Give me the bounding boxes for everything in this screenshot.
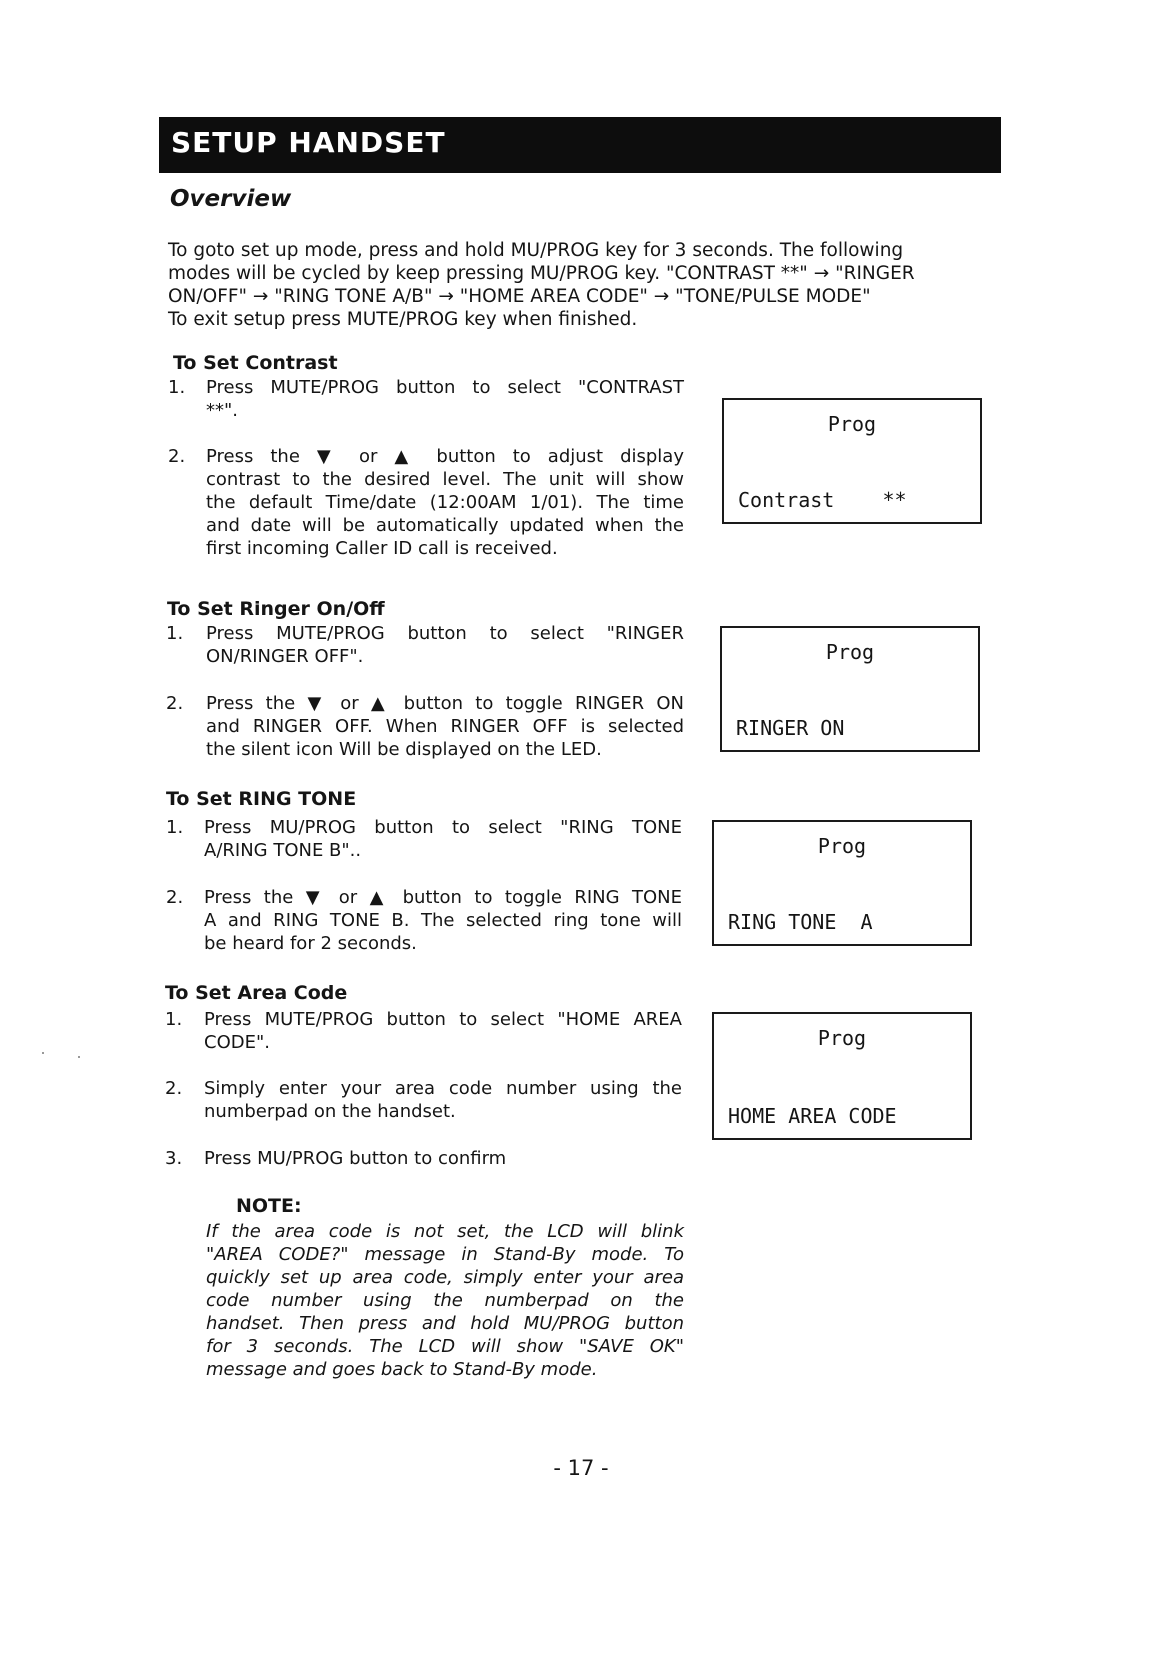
step-line: Press the ▼ or ▲ button to toggle RINGER ON: [206, 693, 684, 714]
lcd-top-line: Prog: [817, 1026, 867, 1050]
step-number: 2.: [166, 693, 184, 714]
step-text: [204, 1077, 682, 1123]
step-number: 2.: [168, 446, 186, 467]
lcd-bottom-line: RING TONE A: [728, 910, 873, 934]
step-number: 1.: [165, 1009, 183, 1030]
step-line: Simply enter your area code number using the: [204, 1078, 682, 1099]
page-number: - 17 -: [553, 1456, 609, 1480]
step-line: Press MUTE/PROG button to select "CONTRAST: [206, 377, 684, 398]
step-text: [206, 445, 684, 560]
overview-line: To exit setup press MUTE/PROG key when finished.: [168, 309, 638, 330]
scan-speck: [78, 1056, 80, 1058]
step-line: be heard for 2 seconds.: [204, 933, 417, 954]
step-line: contrast to the desired level. The unit will show: [206, 469, 684, 490]
note-line: If the area code is not set, the LCD will blink: [206, 1221, 684, 1242]
lcd-display-area-code: [712, 1012, 972, 1140]
step-line: and date will be automatically updated when the: [206, 515, 684, 536]
step-number: 1.: [166, 817, 184, 838]
step-text: [204, 886, 682, 955]
step-line: Press MUTE/PROG button to select "RINGER: [206, 623, 684, 644]
lcd-top-line: Prog: [817, 834, 867, 858]
step-text: [206, 376, 684, 422]
section-heading: To Set Ringer On/Off: [167, 598, 385, 620]
step-number: 1.: [168, 377, 186, 398]
step-line: Press MU/PROG button to select "RING TONE: [204, 817, 682, 838]
note-line: message and goes back to Stand-By mode.: [206, 1359, 598, 1380]
lcd-bottom-line: RINGER ON: [736, 716, 845, 740]
step-number: 1.: [166, 623, 184, 644]
lcd-display-contrast: [722, 398, 982, 524]
lcd-top-line: Prog: [825, 640, 875, 664]
overview-heading: Overview: [170, 186, 292, 212]
step-text: [204, 1008, 682, 1054]
step-line: the default Time/date (12:00AM 1/01). The time: [206, 492, 684, 513]
step-line: ON/RINGER OFF".: [206, 646, 364, 667]
overview-line: To goto set up mode, press and hold MU/PROG key for 3 seconds. The following: [168, 240, 904, 261]
step-text: [204, 1147, 682, 1170]
step-line: the silent icon Will be displayed on the LED.: [206, 739, 602, 760]
step-line: A/RING TONE B"..: [204, 840, 362, 861]
lcd-top-line: Prog: [827, 412, 877, 436]
step-number: 3.: [165, 1148, 183, 1169]
lcd-bottom-line: Contrast **: [738, 488, 907, 512]
step-line: first incoming Caller ID call is received.: [206, 538, 558, 559]
step-number: 2.: [165, 1078, 183, 1099]
note-line: "AREA CODE?" message in Stand-By mode. To: [206, 1244, 684, 1265]
lcd-display-ring-tone: [712, 820, 972, 946]
note-body: [206, 1220, 684, 1381]
lcd-display-ringer: [720, 626, 980, 752]
note-label: NOTE:: [236, 1195, 302, 1217]
step-line: A and RING TONE B. The selected ring tone will: [204, 910, 682, 931]
section-heading: To Set Contrast: [173, 352, 338, 374]
step-text: [206, 622, 684, 668]
note-line: code number using the numberpad on the: [206, 1290, 684, 1311]
step-number: 2.: [166, 887, 184, 908]
step-line: Press MUTE/PROG button to select "HOME AREA: [204, 1009, 682, 1030]
step-line: **".: [206, 400, 239, 421]
step-line: Press the ▼ or ▲ button to toggle RING TONE: [204, 887, 682, 908]
section-heading: To Set Area Code: [165, 982, 348, 1004]
step-line: Press MU/PROG button to confirm: [204, 1148, 507, 1169]
scan-speck: [42, 1052, 44, 1054]
step-line: numberpad on the handset.: [204, 1101, 456, 1122]
step-line: and RINGER OFF. When RINGER OFF is selected: [206, 716, 684, 737]
page-title: SETUP HANDSET: [171, 126, 446, 159]
step-text: [206, 692, 684, 761]
lcd-bottom-line: HOME AREA CODE: [728, 1104, 897, 1128]
step-line: Press the ▼ or ▲ button to adjust display: [206, 446, 684, 467]
overview-line: ON/OFF" → "RING TONE A/B" → "HOME AREA CODE" → "TONE/PULSE MODE": [168, 286, 871, 307]
note-line: handset. Then press and hold MU/PROG button: [206, 1313, 684, 1334]
title-bar: [159, 117, 1001, 173]
step-text: [204, 816, 682, 862]
section-heading: To Set RING TONE: [166, 788, 357, 810]
overview-line: modes will be cycled by keep pressing MU/PROG key. "CONTRAST **" → "RINGER: [168, 263, 915, 284]
note-line: quickly set up area code, simply enter your area: [206, 1267, 684, 1288]
step-line: CODE".: [204, 1032, 270, 1053]
note-line: for 3 seconds. The LCD will show "SAVE OK": [206, 1336, 684, 1357]
